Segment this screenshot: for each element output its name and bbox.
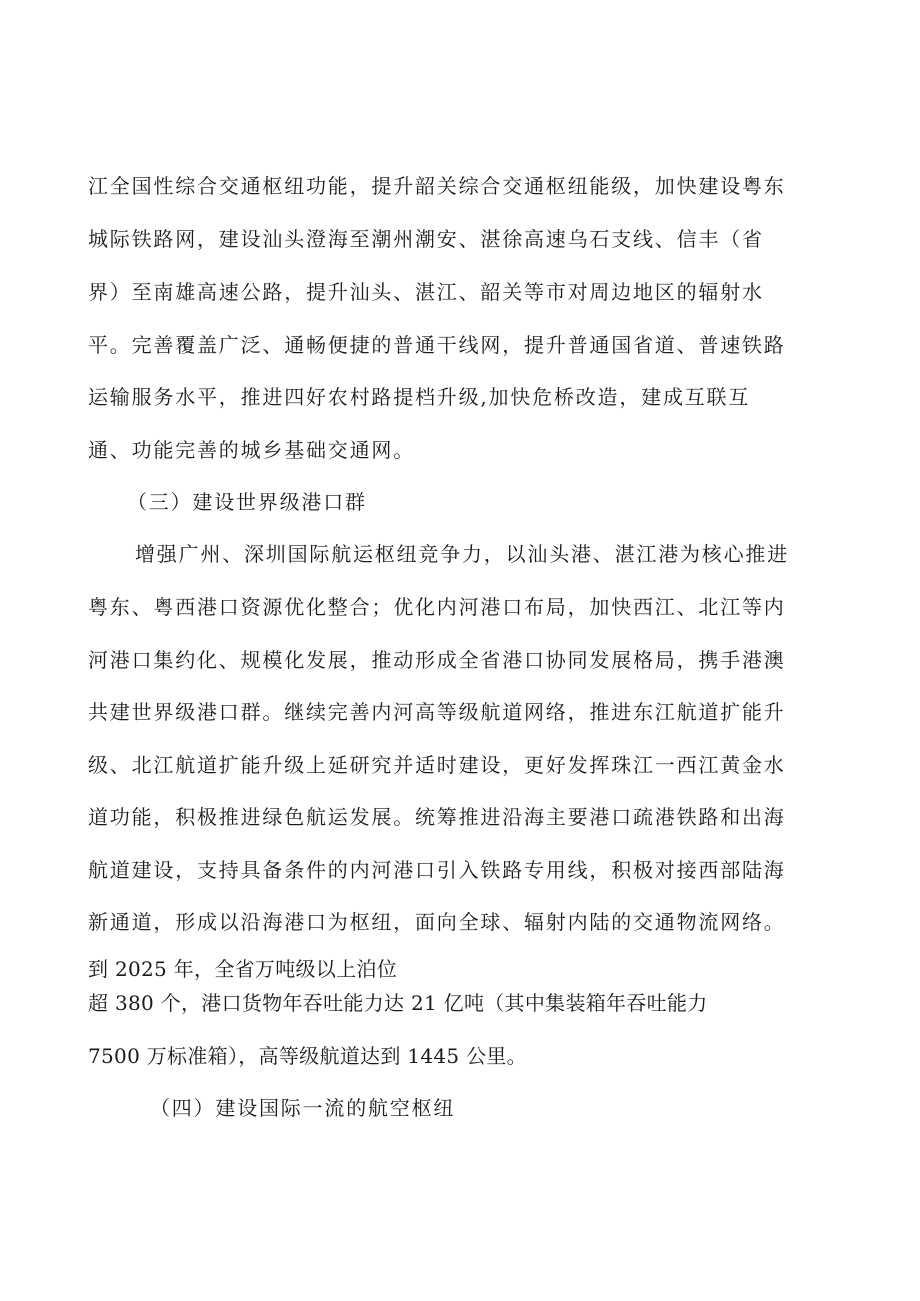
paragraph-line: 超 380 个，港口货物年吞吐能力达 21 亿吨（其中集装箱年吞吐能力 [88,991,708,1015]
paragraph-line: 平。完善覆盖广泛、通畅便捷的普通干线网，提升普通国省道、普速铁路 [88,333,786,357]
paragraph-line: 城际铁路网，建设汕头澄海至潮州潮安、湛徐高速乌石支线、信丰（省 [88,227,764,251]
paragraph-line: 增强广州、深圳国际航运枢纽竞争力，以汕头港、湛江港为核心推进 [135,542,789,566]
section-heading-4: （四）建设国际一流的航空枢纽 [150,1096,456,1120]
paragraph-line: 运输服务水平，推进四好农村路提档升级,加快危桥改造，建成互联互 [88,385,751,409]
paragraph-line: 共建世界级港口群。继续完善内河高等级航道网络，推进东江航道扩能升 [88,700,786,724]
section-heading-3: （三）建设世界级港口群 [127,490,367,514]
paragraph-line: 粤东、粤西港口资源优化整合；优化内河港口布局，加快西江、北江等内 [88,595,786,619]
paragraph-line: 7500 万标准箱），高等级航道达到 1445 公里。 [88,1044,527,1068]
paragraph-line: 通、功能完善的城乡基础交通网。 [88,438,415,462]
paragraph-line: 界）至南雄高速公路，提升汕头、湛江、韶关等市对周边地区的辐射水 [88,280,764,304]
paragraph-line: 道功能，积极推进绿色航运发展。统筹推进沿海主要港口疏港铁路和出海 [88,805,786,829]
paragraph-line: 河港口集约化、规模化发展，推动形成全省港口协同发展格局，携手港澳 [88,648,786,672]
paragraph-line: 级、北江航道扩能升级上延研究并适时建设，更好发挥珠江一西江黄金水 [88,753,786,777]
paragraph-line: 到 2025 年，全省万吨级以上泊位 [88,957,398,981]
paragraph-line: 新通道，形成以沿海港口为枢纽，面向全球、辐射内陆的交通物流网络。 [88,910,786,934]
paragraph-line: 江全国性综合交通枢纽功能，提升韶关综合交通枢纽能级，加快建设粤东 [88,174,786,198]
paragraph-line: 航道建设，支持具备条件的内河港口引入铁路专用线，积极对接西部陆海 [88,858,786,882]
